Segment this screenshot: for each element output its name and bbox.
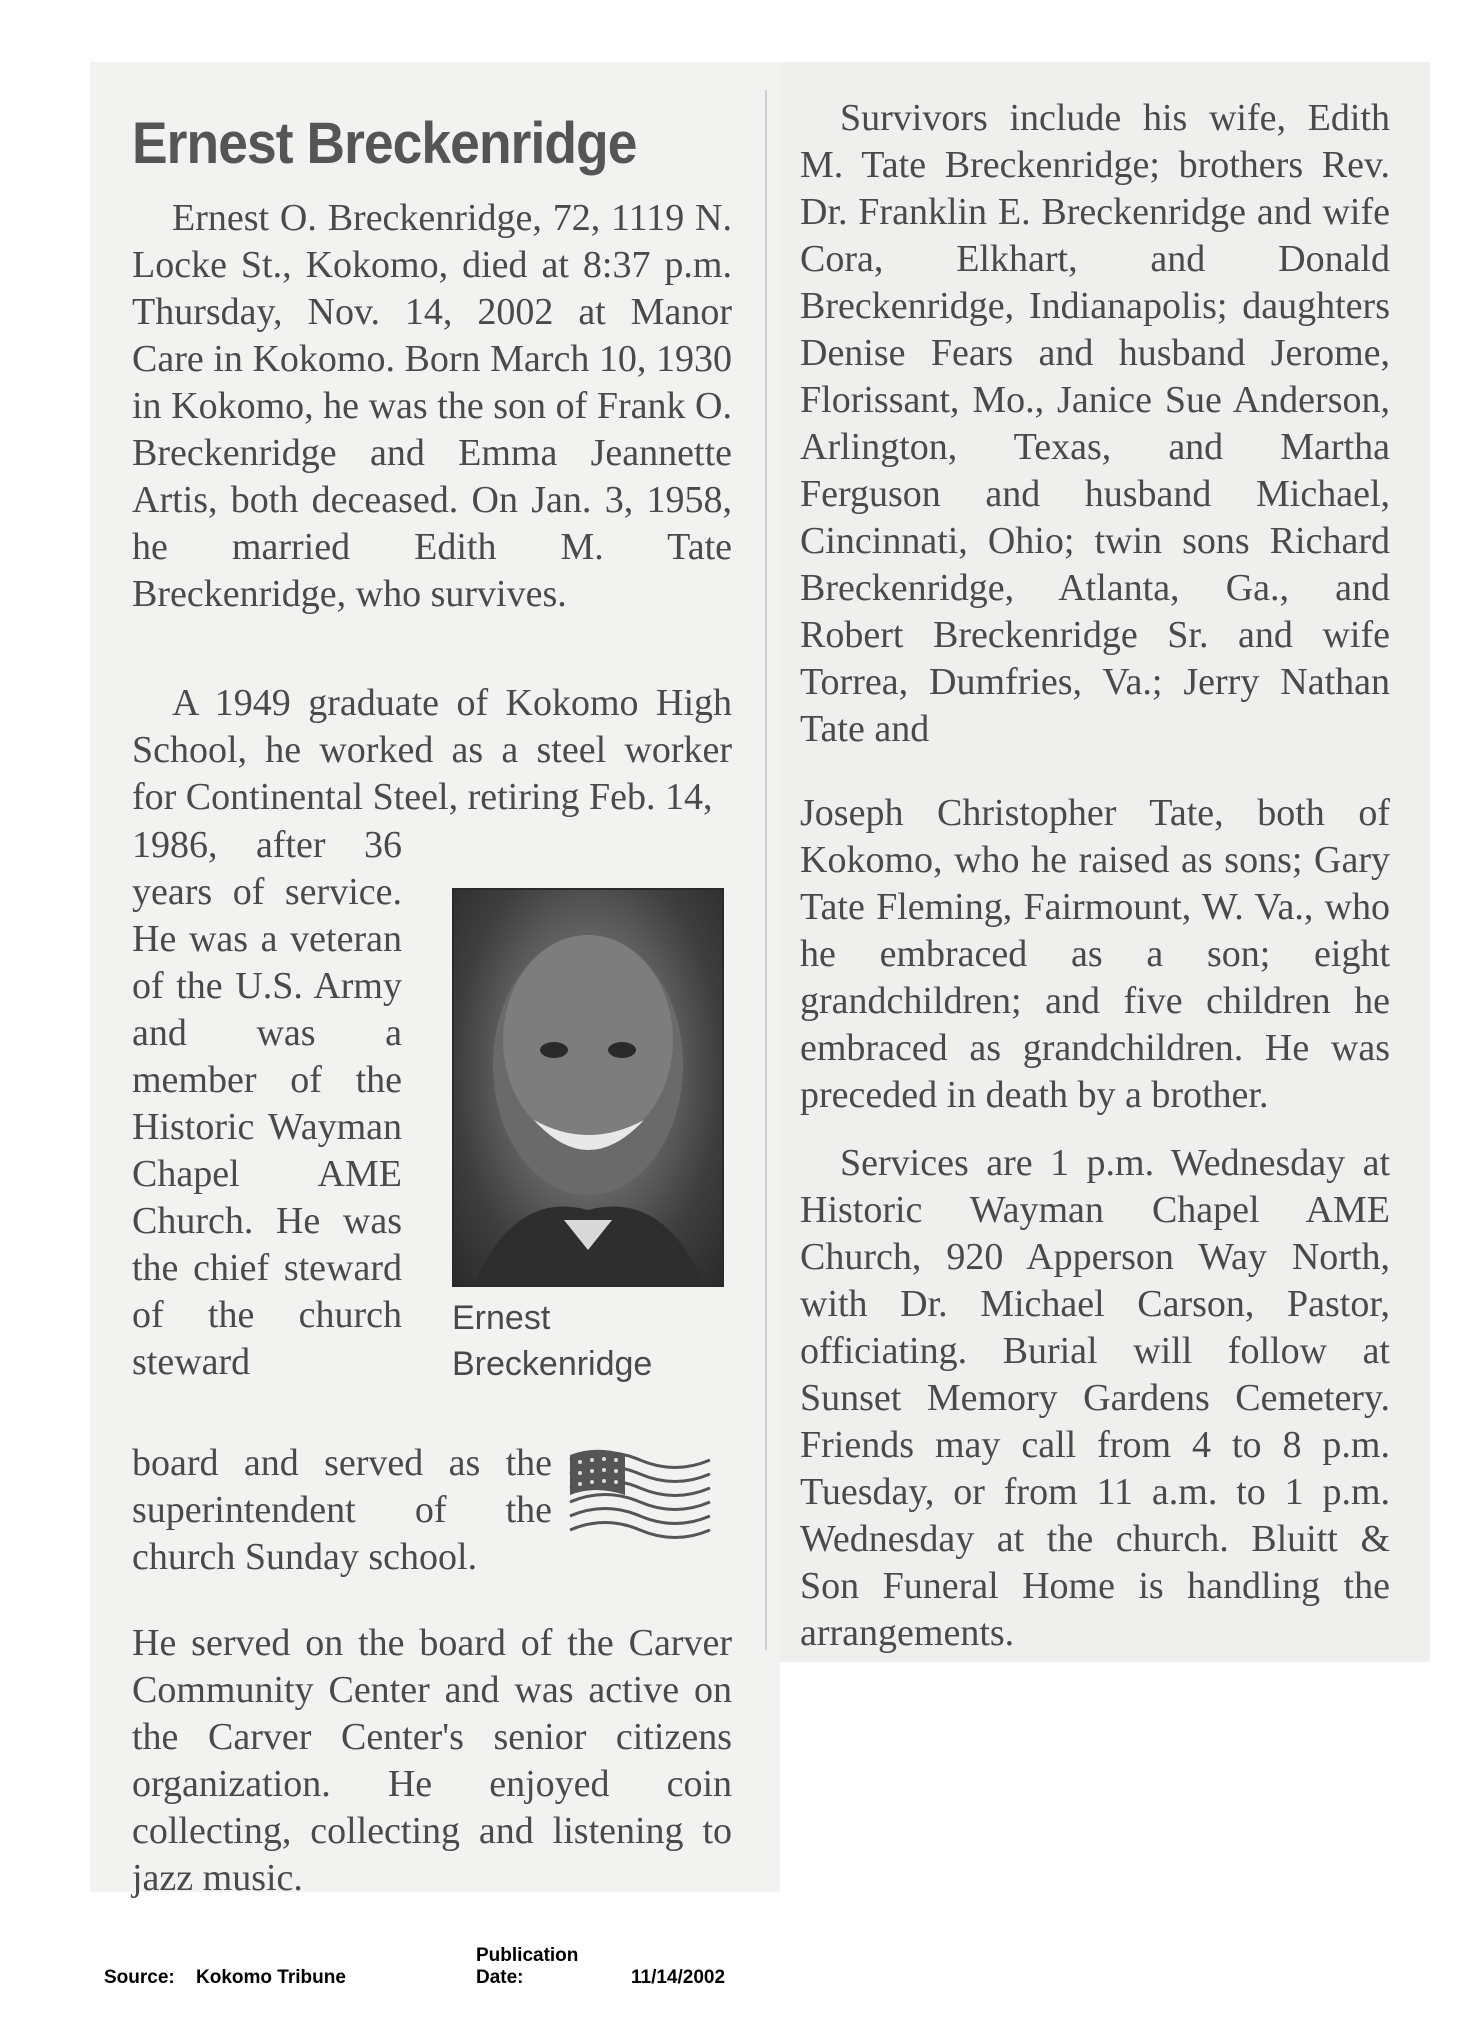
american-flag-icon (565, 1440, 715, 1550)
publication-date-value: 11/14/2002 (631, 1967, 726, 1988)
obituary-paragraph-survivors-continued: Joseph Christopher Tate, both of Kokomo, who he raised as sons; Gary Tate Fleming, Fairmount, W. Va., who he embraced as a son; eight grandchildren; and five children he embraced as grandchildren. He was preceded in death by a brother. (800, 792, 1390, 1116)
source-footer (104, 1945, 725, 1989)
clipping-blank-area (780, 1662, 1430, 1892)
obituary-paragraph-services: Services are 1 p.m. Wednesday at Historic Wayman Chapel AME Church, 920 Apperson Way North, with Dr. Michael Carson, Pastor, officiating. Burial will follow at Sunset Memory Gardens Cemetery. Friends may call from 4 to 8 p.m. Tuesday, or from 11 a.m. to 1 p.m. Wednesday at the church. Bluitt & Son Funeral Home is handling the arrangements. (800, 1142, 1390, 1654)
obituary-paragraph-career-narrow: 1986, after 36 years of service. He was a veteran of the U.S. Army and was a member of the Historic Wayman Chapel AME Church. He was the chief steward of the church steward (132, 824, 402, 1383)
column-divider (765, 90, 767, 1650)
obituary-paragraph-biography: Ernest O. Breckenridge, 72, 1119 N. Locke St., Kokomo, died at 8:37 p.m. Thursday, Nov. 14, 2002 at Manor Care in Kokomo. Born March 10, 1930 in Kokomo, he was the son of Frank O. Breckenridge and Emma Jeannette Artis, both deceased. On Jan. 3, 1958, he married Edith M. Tate Breckenridge, who survives. (132, 197, 732, 615)
photo-caption (452, 1295, 712, 1387)
obituary-paragraph-career-mid: board and served as the superintendent of the church Sunday school. (132, 1442, 552, 1578)
source-value: Kokomo Tribune (196, 1967, 346, 1988)
portrait-illustration (454, 890, 722, 1285)
photo-caption-last-name: Breckenridge (452, 1345, 653, 1383)
obituary-paragraph-community: He served on the board of the Carver Community Center and was active on the Carver Center's senior citizens organization. He enjoyed coin collecting, collecting and listening to jazz music. (132, 1622, 732, 1899)
portrait-photo (452, 888, 724, 1287)
obituary-paragraph-survivors: Survivors include his wife, Edith M. Tate Breckenridge; brothers Rev. Dr. Franklin E. Breckenridge and wife Cora, Elkhart, and Donald Breckenridge, Indianapolis; daughters Denise Fears and husband Jerome, Florissant, Mo., Janice Sue Anderson, Arlington, Texas, and Martha Ferguson and husband Michael, Cincinnati, Ohio; twin sons Richard Breckenridge, Atlanta, Ga., and Robert Breckenridge Sr. and wife Torrea, Dumfries, Va.; Jerry Nathan Tate and (800, 97, 1390, 750)
obituary-paragraph-career: A 1949 graduate of Kokomo High School, he worked as a steel worker for Continental Steel, retiring Feb. 14, (132, 682, 732, 818)
publication-date-label: Publication Date: (476, 1945, 579, 1988)
obituary-headline: Ernest Breckenridge (132, 111, 637, 176)
photo-caption-first-name: Ernest (452, 1299, 551, 1337)
source-label: Source: (104, 1967, 175, 1988)
